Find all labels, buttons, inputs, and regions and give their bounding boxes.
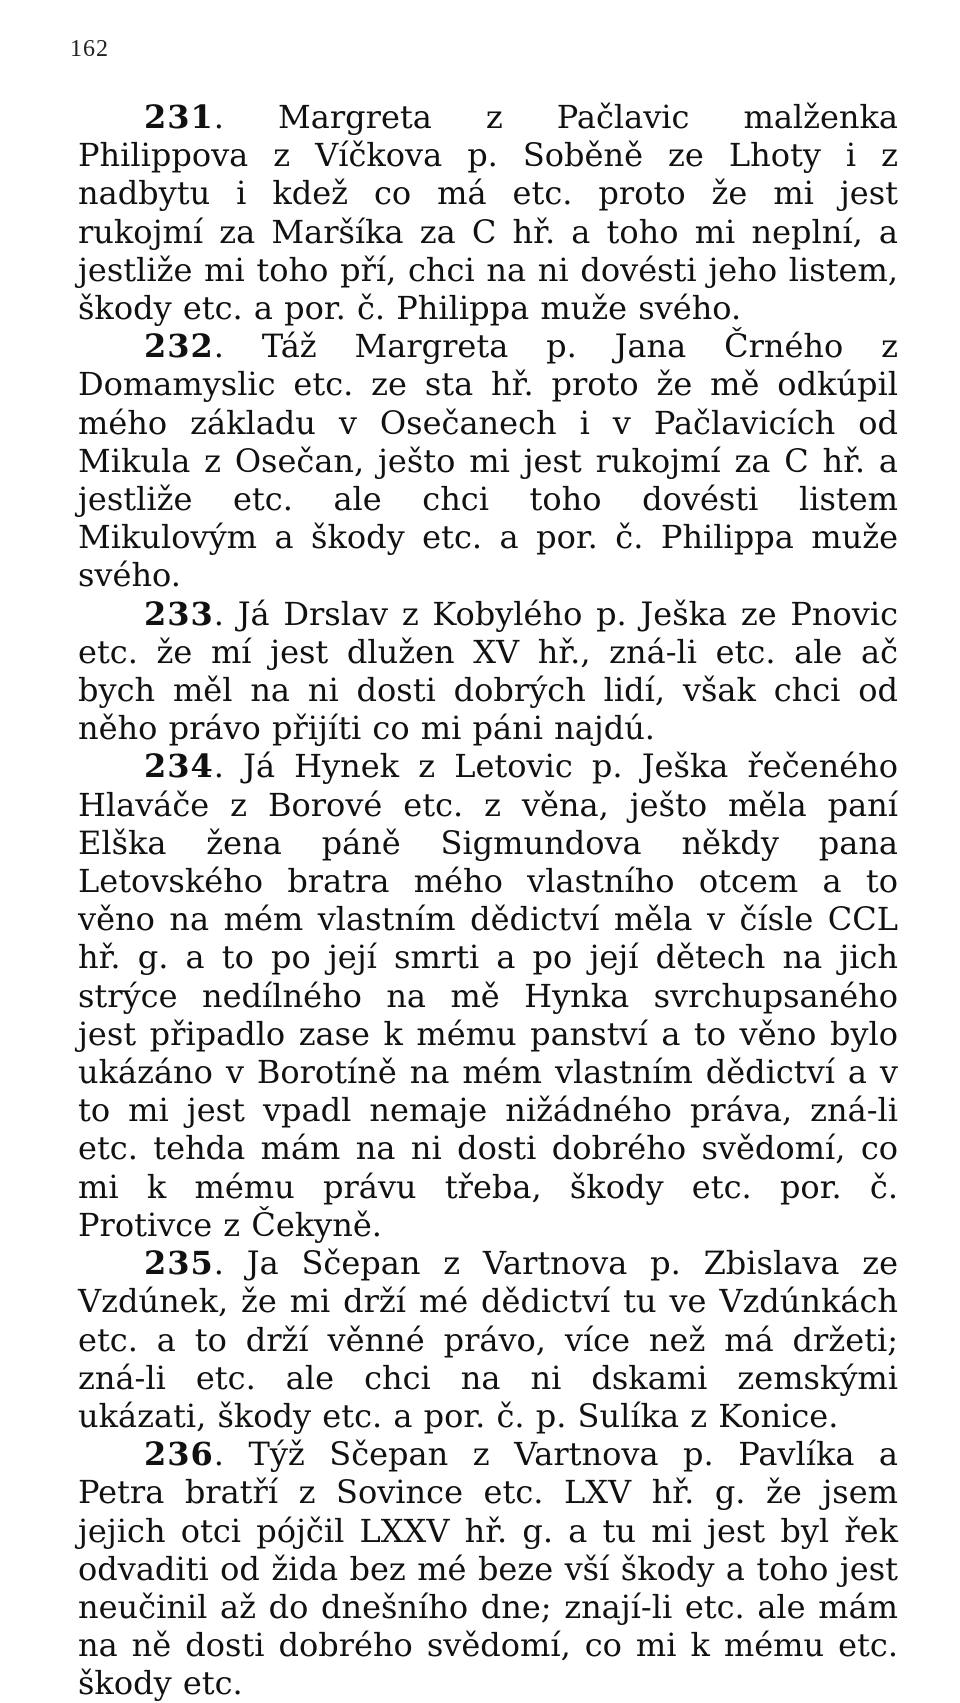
entries-list bbox=[78, 98, 898, 1703]
entry-number: 233 bbox=[144, 594, 214, 633]
entry-number: 236 bbox=[144, 1435, 214, 1474]
entry-233 bbox=[78, 595, 898, 748]
entry-231 bbox=[78, 98, 898, 327]
entry-text: Týž Sčepan z Vartnova p. Pavlíka a Petra bratří z Sovince etc. LXV hř. g. že jsem jejich otci pójčil LXXV hř. g. a tu mi jest byl řek odvaditi od žida bez mé beze vší škody a toho jest neučinil až do dnešního dne; znají-li etc. ale mám na ně dosti dobrého svědomí, co mi k mému etc. škody etc. bbox=[78, 1435, 899, 1703]
entry-text: Margreta z Pačlavic malženka Philippova z Víčkova p. Soběně ze Lhoty i z nadbytu i kdež co má etc. proto že mi jest rukojmí za Maršíka za C hř. a toho mi neplní, a jestliže mi toho pří, chci na ni dovésti jeho listem, škody etc. a por. č. Philippa muže svého. bbox=[78, 98, 899, 328]
entry-number-period: . bbox=[213, 98, 279, 136]
entry-number-period: . bbox=[213, 747, 244, 786]
entry-234 bbox=[78, 747, 898, 1244]
entry-number: 234 bbox=[144, 747, 214, 786]
entry-text: Ja Sčepan z Vartnova p. Zbislava ze Vzdúnek, že mi drží mé dědictví tu ve Vzdúnkách etc. a to drží věnné právo, více než má držeti; zná-li etc. ale chci na ni dskami zemskými ukázati, škody etc. a por. č. p. Sulíka z Konice. bbox=[78, 1244, 898, 1435]
entry-number-period: . bbox=[213, 594, 238, 633]
entry-number: 232 bbox=[144, 327, 214, 366]
entry-232 bbox=[78, 327, 898, 594]
entry-number-period: . bbox=[213, 1244, 247, 1283]
entry-text: Já Hynek z Letovic p. Ješka řečeného Hlaváče z Borové etc. z věna, ješto měla paní Elška žena páně Sigmundova někdy pana Letovského bratra mého vlastního otcem a to věno na mém vlastním dědictví měla v čísle CCL hř. g. a to po její smrti a po její dětech na jich strýce nedílného na mě Hynka svrchupsaného jest připadlo zase k mému panství a to věno bylo ukázáno v Borotíně na mém vlastním dědictví a v to mi jest vpadl nemaje nižádného práva, zná-li etc. tehda mám na ni dosti dobrého svědomí, co mi k mému právu třeba, škody etc. por. č. Protivce z Čekyně. bbox=[78, 747, 899, 1244]
entry-text: Já Drslav z Kobylého p. Ješka ze Pnovic etc. že mí jest dlužen XV hř., zná-li etc. ale ač bych měl na ni dosti dobrých lidí, však chci od něho právo přijíti co mi páni najdú. bbox=[78, 594, 899, 748]
entry-235 bbox=[78, 1244, 898, 1435]
entry-236 bbox=[78, 1435, 898, 1702]
entry-text: Táž Margreta p. Jana Črného z Domamyslic etc. ze sta hř. proto že mě odkúpil mého základu v Osečanech i v Pačlavicích od Mikula z Osečan, ješto mi jest rukojmí za C hř. a jestliže etc. ale chci toho dovésti listem Mikulovým a škody etc. a por. č. Philippa muže svého. bbox=[78, 327, 899, 595]
entry-number-period: . bbox=[213, 1435, 249, 1474]
page-number: 162 bbox=[70, 36, 109, 62]
entry-number: 231 bbox=[144, 98, 214, 136]
entry-number: 235 bbox=[144, 1244, 214, 1283]
entry-number-period: . bbox=[213, 327, 262, 366]
